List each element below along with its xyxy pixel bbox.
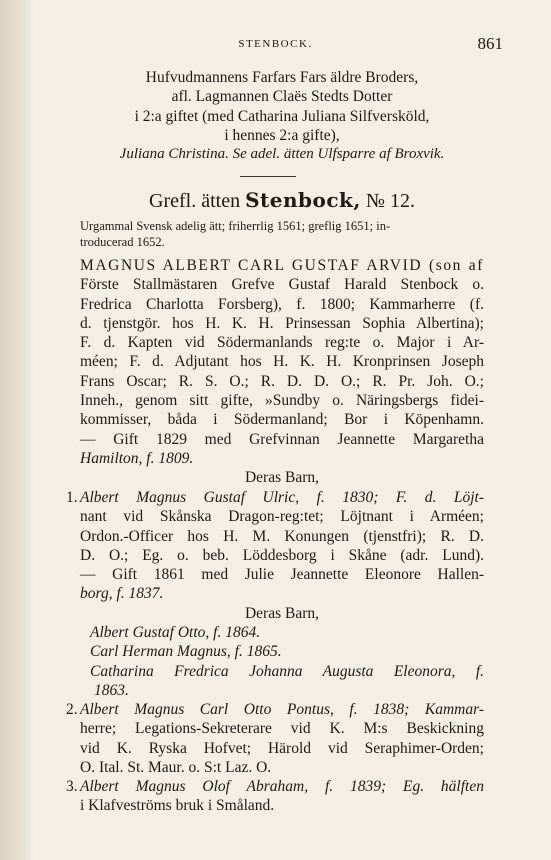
entry-line <box>66 777 484 796</box>
entry-line: F. d. Kapten vid Södermanlands reg:te o. Major i Ar- <box>80 334 484 352</box>
page-number: 861 <box>477 34 503 53</box>
grandchild-line: 1863. <box>94 681 129 699</box>
entry-line: Fredrica Charlotta Forsberg), f. 1800; Kammarherre (f. <box>80 295 484 313</box>
entry-line: Ordon.-Officer hos H. M. Konungen (tjenstfri); R. D. <box>80 527 484 545</box>
child-number: 2. <box>66 701 78 718</box>
intro-block <box>80 68 484 164</box>
child-number: 3. <box>66 778 78 795</box>
intro-line: i hennes 2:a gifte), <box>224 126 340 144</box>
entry-line: Förste Stallmästaren Grefve Gustaf Harald Stenbock o. <box>80 276 484 294</box>
entry-line: i Klafveströms bruk i Småland. <box>80 797 275 815</box>
intro-line: i 2:a giftet (med Catharina Juliana Silfversköld, <box>134 107 430 125</box>
intro-line: afl. Lagmannen Claës Stedts Dotter <box>171 88 393 106</box>
child-entry-1 <box>66 488 484 623</box>
entry-line: Hamilton, f. 1809. <box>80 449 194 467</box>
entry-line: MAGNUS ALBERT CARL GUSTAF ARVID (son af <box>80 257 484 274</box>
entry-line: vid K. Ryska Hofvet; Härold vid Seraphimer-Orden; <box>80 739 484 757</box>
grandchild-line: Carl Herman Magnus, f. 1865. <box>90 643 282 661</box>
running-title: STENBOCK. <box>238 38 313 50</box>
entry-line: kommisser, båda i Södermanland; Bor i Köpenhamn. <box>80 411 484 429</box>
intro-line: Hufvudmannens Farfars Fars äldre Broders, <box>145 69 419 86</box>
entry-line: Frans Oscar; R. S. O.; R. D. D. O.; R. Pr. Joh. O.; <box>80 372 484 390</box>
page-header <box>60 34 503 56</box>
entry-line: herre; Legations-Sekreterare vid K. M:s Beskickning <box>80 720 484 738</box>
heading-family-name: Stenbock, <box>245 188 361 212</box>
intro-line: Juliana Christina. Se adel. ätten Ulfsparre af Broxvik. <box>119 146 445 163</box>
children-heading: Deras Barn, <box>244 469 320 487</box>
origin-line: troducerad 1652. <box>80 235 165 249</box>
section-divider <box>240 176 296 177</box>
child-line: Albert Magnus Carl Otto Pontus, f. 1838; Kammar- <box>80 701 484 718</box>
children-heading: Deras Barn, <box>244 604 320 622</box>
child-number: 1. <box>66 489 78 506</box>
entry-line: D. O.; Eg. o. beb. Löddesborg i Skåne (adr. Lund). <box>80 546 484 564</box>
heading-number: № 12. <box>365 190 415 212</box>
entry-line: Inneh., genom sitt gifte, »Sundby o. Näringsbergs fidei- <box>80 392 484 410</box>
child-line: Albert Magnus Gustaf Ulric, f. 1830; F. d. Löjt- <box>80 489 484 506</box>
origin-line: Urgammal Svensk adelig ätt; friherrlig 1561; greflig 1651; in- <box>80 219 391 233</box>
entry-line: — Gift 1829 med Grefvinnan Jeannette Margaretha <box>80 430 484 448</box>
grandchildren-list <box>80 623 484 700</box>
child-entry-2 <box>66 700 484 777</box>
child-line: Albert Magnus Olof Abraham, f. 1839; Eg. hälften <box>80 778 484 795</box>
entry-line <box>66 488 484 507</box>
grandchild-line: Albert Gustaf Otto, f. 1864. <box>90 624 261 641</box>
child-entry-3 <box>66 777 484 816</box>
entry-line: O. Ital. St. Maur. o. S:t Laz. O. <box>80 758 272 776</box>
section-heading <box>80 188 484 213</box>
entry-line: méen; F. d. Adjutant hos H. K. H. Kronprinsen Joseph <box>80 353 484 371</box>
heading-prefix: Grefl. ätten <box>149 190 241 212</box>
family-origin-note <box>80 218 484 250</box>
entry-line: borg, f. 1837. <box>80 585 164 603</box>
entry-line: nant vid Skånska Dragon-reg:tet; Löjtnant i Arméen; <box>80 508 484 526</box>
page-gutter <box>0 0 34 860</box>
main-entry <box>80 256 484 488</box>
grandchild-line: Catharina Fredrica Johanna Augusta Eleonora, f. <box>90 662 484 680</box>
entry-line <box>66 700 484 719</box>
entry-line: — Gift 1861 med Julie Jeannette Eleonore Hallen- <box>80 566 484 584</box>
entry-line: d. tjenstgör. hos H. K. H. Prinsessan Sophia Albertina); <box>80 314 484 332</box>
